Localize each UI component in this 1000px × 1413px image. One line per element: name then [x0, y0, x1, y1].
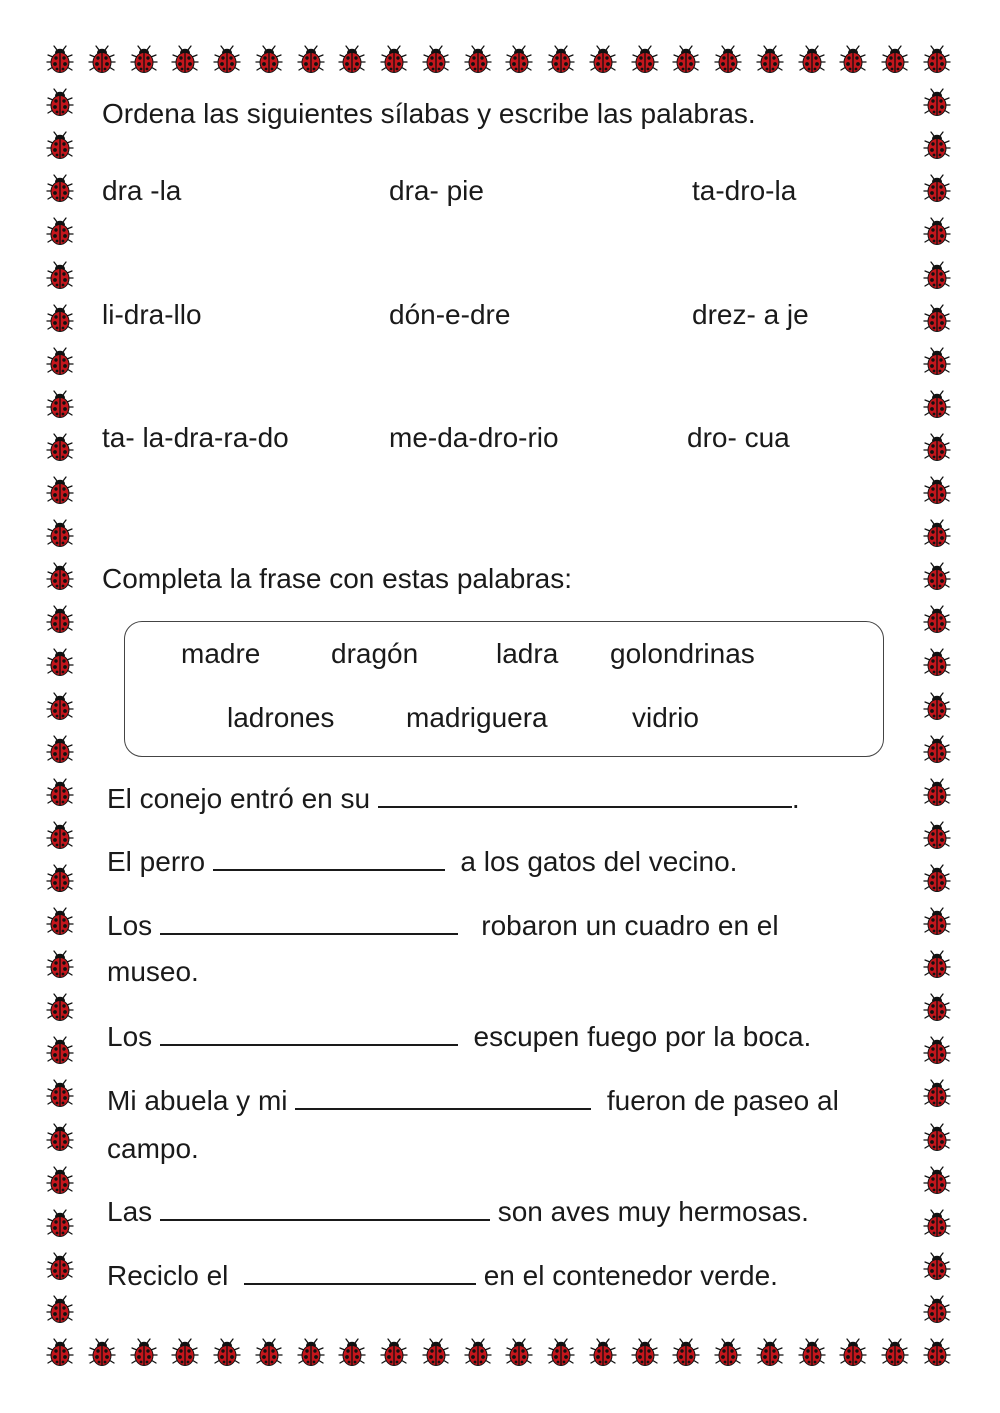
sentence-text: .: [791, 783, 800, 814]
complete-instruction: Completa la frase con estas palabras:: [102, 563, 573, 594]
sentence-3-continuation: museo.: [107, 956, 199, 987]
syllable-item: drez- a je: [692, 299, 809, 330]
sentence-7: [107, 1259, 778, 1293]
word-bank-word: ladrones: [227, 702, 335, 733]
answer-blank[interactable]: [160, 1020, 458, 1046]
sentence-text: fueron de paseo al: [606, 1085, 839, 1116]
sentence-6: [107, 1195, 809, 1229]
answer-blank[interactable]: [213, 845, 445, 871]
syllable-item: dra- pie: [389, 175, 484, 206]
answer-blank[interactable]: [378, 782, 792, 808]
word-bank-word: golondrinas: [610, 638, 755, 669]
answer-blank[interactable]: [160, 909, 458, 935]
word-bank-word: madriguera: [406, 702, 548, 733]
sentence-1: [107, 782, 800, 816]
sentence-text: robaron un cuadro en el: [481, 910, 779, 941]
sentence-text: Reciclo el: [107, 1260, 229, 1291]
sentence-text: son aves muy hermosas.: [497, 1196, 809, 1227]
syllable-item: li-dra-llo: [102, 299, 202, 330]
sentence-text: El perro: [107, 846, 206, 877]
sentence-4: [107, 1020, 811, 1054]
sentence-5: [107, 1084, 839, 1118]
sentence-text: Los: [107, 910, 153, 941]
answer-blank[interactable]: [295, 1084, 591, 1110]
order-instruction: Ordena las siguientes sílabas y escribe las palabras.: [102, 98, 756, 129]
word-bank-word: ladra: [496, 638, 559, 669]
syllable-item: me-da-dro-rio: [389, 422, 559, 453]
syllable-item: ta-dro-la: [692, 175, 797, 206]
word-bank-word: vidrio: [632, 702, 699, 733]
word-bank-word: dragón: [331, 638, 419, 669]
sentence-text: Las: [107, 1196, 153, 1227]
sentence-5-continuation: campo.: [107, 1133, 199, 1164]
sentence-2: [107, 845, 737, 879]
sentence-text: escupen fuego por la boca.: [473, 1021, 812, 1052]
word-bank-word: madre: [181, 638, 261, 669]
sentence-text: El conejo entró en su: [107, 783, 371, 814]
sentence-text: Los: [107, 1021, 153, 1052]
sentence-3: [107, 909, 779, 943]
answer-blank[interactable]: [160, 1195, 490, 1221]
sentence-text: en el contenedor verde.: [483, 1260, 778, 1291]
answer-blank[interactable]: [244, 1259, 476, 1285]
sentence-text: a los gatos del vecino.: [460, 846, 738, 877]
syllable-item: ta- la-dra-ra-do: [102, 422, 289, 453]
syllable-item: dra -la: [102, 175, 182, 206]
syllable-item: dón-e-dre: [389, 299, 511, 330]
sentence-text: Mi abuela y mi: [107, 1085, 288, 1116]
syllable-item: dro- cua: [687, 422, 790, 453]
